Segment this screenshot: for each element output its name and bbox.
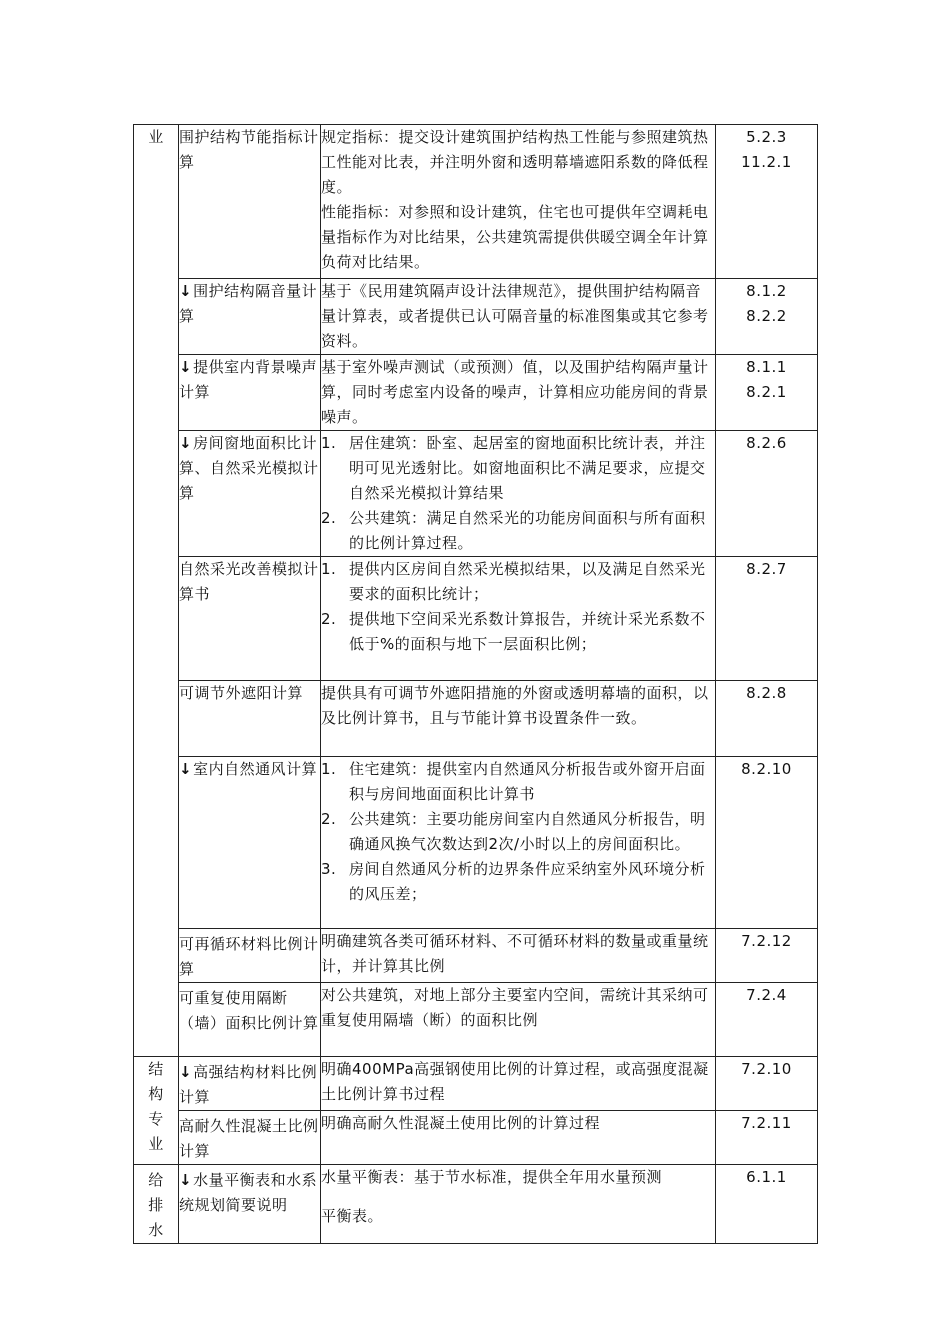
- list-number: 1.: [321, 434, 337, 452]
- item-label: 水量平衡表和水系统规划简要说明: [179, 1171, 318, 1214]
- requirement-cell: [321, 1165, 716, 1244]
- clause-number: 8.1.1: [746, 358, 787, 376]
- clause-cell: [716, 1057, 818, 1111]
- item-cell: [179, 929, 321, 983]
- requirement-text: 规定指标：提交设计建筑围护结构热工性能与参照建筑热工性能对比表，并注明外窗和透明幕墙遮阳系数的降低程度。: [321, 128, 709, 196]
- category-architecture: 业: [134, 125, 179, 1057]
- table-row: [134, 1165, 818, 1244]
- item-cell: [179, 279, 321, 355]
- clause-number: 8.2.2: [746, 307, 787, 325]
- category-char: 构: [148, 1085, 164, 1103]
- item-cell: [179, 681, 321, 757]
- list-number: 2.: [321, 509, 337, 527]
- item-label: 自然采光改善模拟计算书: [179, 560, 319, 603]
- clause-number: 7.2.4: [746, 986, 787, 1004]
- list-item: [321, 431, 715, 506]
- clause-cell: [716, 431, 818, 557]
- requirement-text: 平衡表。: [321, 1207, 384, 1225]
- category-char: 排: [148, 1196, 164, 1214]
- list-item: [321, 857, 715, 907]
- clause-cell: [716, 279, 818, 355]
- list-text: 提供地下空间采光系数计算报告，并统计采光系数不低于%的面积与地下一层面积比例；: [349, 610, 706, 653]
- list-text: 住宅建筑：提供室内自然通风分析报告或外窗开启面积与房间地面面积比计算书: [349, 760, 706, 803]
- clause-cell: [716, 983, 818, 1057]
- item-cell: [179, 557, 321, 681]
- clause-cell: [716, 1165, 818, 1244]
- list-text: 公共建筑：满足自然采光的功能房间面积与所有面积的比例计算过程。: [349, 509, 706, 552]
- item-label: 围护结构节能指标计算: [179, 128, 319, 171]
- item-label: 高强结构材料比例计算: [179, 1063, 318, 1106]
- category-char: 水: [148, 1221, 164, 1239]
- arrow-down-icon: ↓: [179, 358, 193, 376]
- clause-cell: [716, 125, 818, 279]
- clause-number: 8.1.2: [746, 282, 787, 300]
- category-char: 给: [148, 1171, 164, 1189]
- item-cell: [179, 355, 321, 431]
- item-label: 可再循环材料比例计算: [179, 935, 319, 978]
- list-number: 2.: [321, 610, 337, 628]
- requirement-cell: [321, 681, 716, 757]
- list-item: [321, 557, 715, 607]
- clause-number: 5.2.3: [746, 128, 787, 146]
- requirement-cell: [321, 557, 716, 681]
- item-cell: [179, 983, 321, 1057]
- category-char: 专: [148, 1110, 164, 1128]
- clause-number: 8.2.6: [746, 434, 787, 452]
- item-cell: [179, 431, 321, 557]
- clause-number: 8.2.7: [746, 560, 787, 578]
- list-number: 2.: [321, 810, 337, 828]
- list-text: 提供内区房间自然采光模拟结果，以及满足自然采光要求的面积比统计；: [349, 560, 706, 603]
- table-row: [134, 1057, 818, 1111]
- category-char: 结: [148, 1060, 164, 1078]
- item-label: 提供室内背景噪声计算: [179, 358, 318, 401]
- item-label: 高耐久性混凝土比例计算: [179, 1117, 319, 1160]
- requirement-text: 提供具有可调节外遮阳措施的外窗或透明幕墙的面积，以及比例计算书，且与节能计算书设置条件一致。: [321, 684, 709, 727]
- list-number: 1.: [321, 760, 337, 778]
- list-item: [321, 506, 715, 556]
- requirement-cell: [321, 279, 716, 355]
- category-water: [134, 1165, 179, 1244]
- clause-cell: [716, 757, 818, 929]
- item-label: 室内自然通风计算: [193, 760, 318, 778]
- requirement-text: 对公共建筑，对地上部分主要室内空间，需统计其采纳可重复使用隔墙（断）的面积比例: [321, 986, 709, 1029]
- requirement-cell: [321, 1111, 716, 1165]
- category-char: 业: [148, 1135, 164, 1153]
- requirement-text: 基于室外噪声测试（或预测）值，以及围护结构隔声量计算，同时考虑室内设备的噪声，计算相应功能房间的背景噪声。: [321, 358, 709, 426]
- clause-number: 8.2.1: [746, 383, 787, 401]
- item-label: 可调节外遮阳计算: [179, 684, 304, 702]
- table-row: [134, 757, 818, 929]
- table-row: [134, 279, 818, 355]
- item-label: 围护结构隔音量计算: [179, 282, 318, 325]
- requirement-cell: [321, 757, 716, 929]
- clause-cell: [716, 557, 818, 681]
- arrow-down-icon: ↓: [179, 434, 193, 452]
- clause-cell: [716, 929, 818, 983]
- requirement-text: 明确高耐久性混凝土使用比例的计算过程: [321, 1114, 601, 1132]
- category-structure: [134, 1057, 179, 1165]
- clause-number: 8.2.10: [741, 760, 792, 778]
- requirement-list: [321, 557, 715, 657]
- table-row: [134, 557, 818, 681]
- list-number: 3.: [321, 860, 337, 878]
- requirement-cell: [321, 929, 716, 983]
- requirement-text: 基于《民用建筑隔声设计法律规范》，提供围护结构隔音量计算表，或者提供已认可隔音量的标准图集或其它参考资料。: [321, 282, 709, 350]
- requirement-text: 明确400MPa高强钢使用比例的计算过程，或高强度混凝土比例计算书过程: [321, 1060, 709, 1103]
- item-cell: [179, 757, 321, 929]
- item-label: 可重复使用隔断（墙）面积比例计算: [179, 989, 319, 1032]
- table-row: [134, 1111, 818, 1165]
- arrow-down-icon: ↓: [179, 760, 193, 778]
- item-cell: [179, 1057, 321, 1111]
- requirement-cell: [321, 983, 716, 1057]
- requirement-text: 性能指标：对参照和设计建筑，住宅也可提供年空调耗电量指标作为对比结果，公共建筑需提供供暖空调全年计算负荷对比结果。: [321, 203, 709, 271]
- clause-number: 7.2.11: [741, 1114, 792, 1132]
- requirement-text: 水量平衡表：基于节水标准，提供全年用水量预测: [321, 1168, 663, 1186]
- list-text: 公共建筑：主要功能房间室内自然通风分析报告，明确通风换气次数达到2次/小时以上的房间面积比。: [349, 810, 706, 853]
- requirement-cell: [321, 355, 716, 431]
- requirements-table: [133, 124, 818, 1244]
- table-row: [134, 431, 818, 557]
- item-cell: [179, 1111, 321, 1165]
- table-row: [134, 125, 818, 279]
- arrow-down-icon: ↓: [179, 1063, 193, 1081]
- requirement-list: [321, 431, 715, 556]
- table-row: [134, 983, 818, 1057]
- item-cell: [179, 125, 321, 279]
- list-item: [321, 757, 715, 807]
- requirement-cell: [321, 431, 716, 557]
- item-label: 房间窗地面积比计算、自然采光模拟计算: [179, 434, 319, 502]
- clause-cell: [716, 1111, 818, 1165]
- list-item: [321, 607, 715, 657]
- clause-number: 11.2.1: [741, 153, 792, 171]
- list-item: [321, 807, 715, 857]
- clause-number: 7.2.10: [741, 1060, 792, 1078]
- clause-number: 8.2.8: [746, 684, 787, 702]
- requirement-cell: [321, 1057, 716, 1111]
- clause-number: 6.1.1: [746, 1168, 787, 1186]
- requirement-text: 明确建筑各类可循环材料、不可循环材料的数量或重量统计，并计算其比例: [321, 932, 709, 975]
- table-row: [134, 355, 818, 431]
- clause-number: 7.2.12: [741, 932, 792, 950]
- list-text: 居住建筑：卧室、起居室的窗地面积比统计表，并注明可见光透射比。如窗地面积比不满足要求，应提交自然采光模拟计算结果: [349, 434, 706, 502]
- arrow-down-icon: ↓: [179, 282, 193, 300]
- table-row: [134, 929, 818, 983]
- requirement-list: [321, 757, 715, 907]
- clause-cell: [716, 681, 818, 757]
- clause-cell: [716, 355, 818, 431]
- list-text: 房间自然通风分析的边界条件应采纳室外风环境分析的风压差；: [349, 860, 706, 903]
- arrow-down-icon: ↓: [179, 1171, 193, 1189]
- list-number: 1.: [321, 560, 337, 578]
- item-cell: [179, 1165, 321, 1244]
- table-body: [134, 125, 818, 1244]
- table-row: [134, 681, 818, 757]
- requirement-cell: [321, 125, 716, 279]
